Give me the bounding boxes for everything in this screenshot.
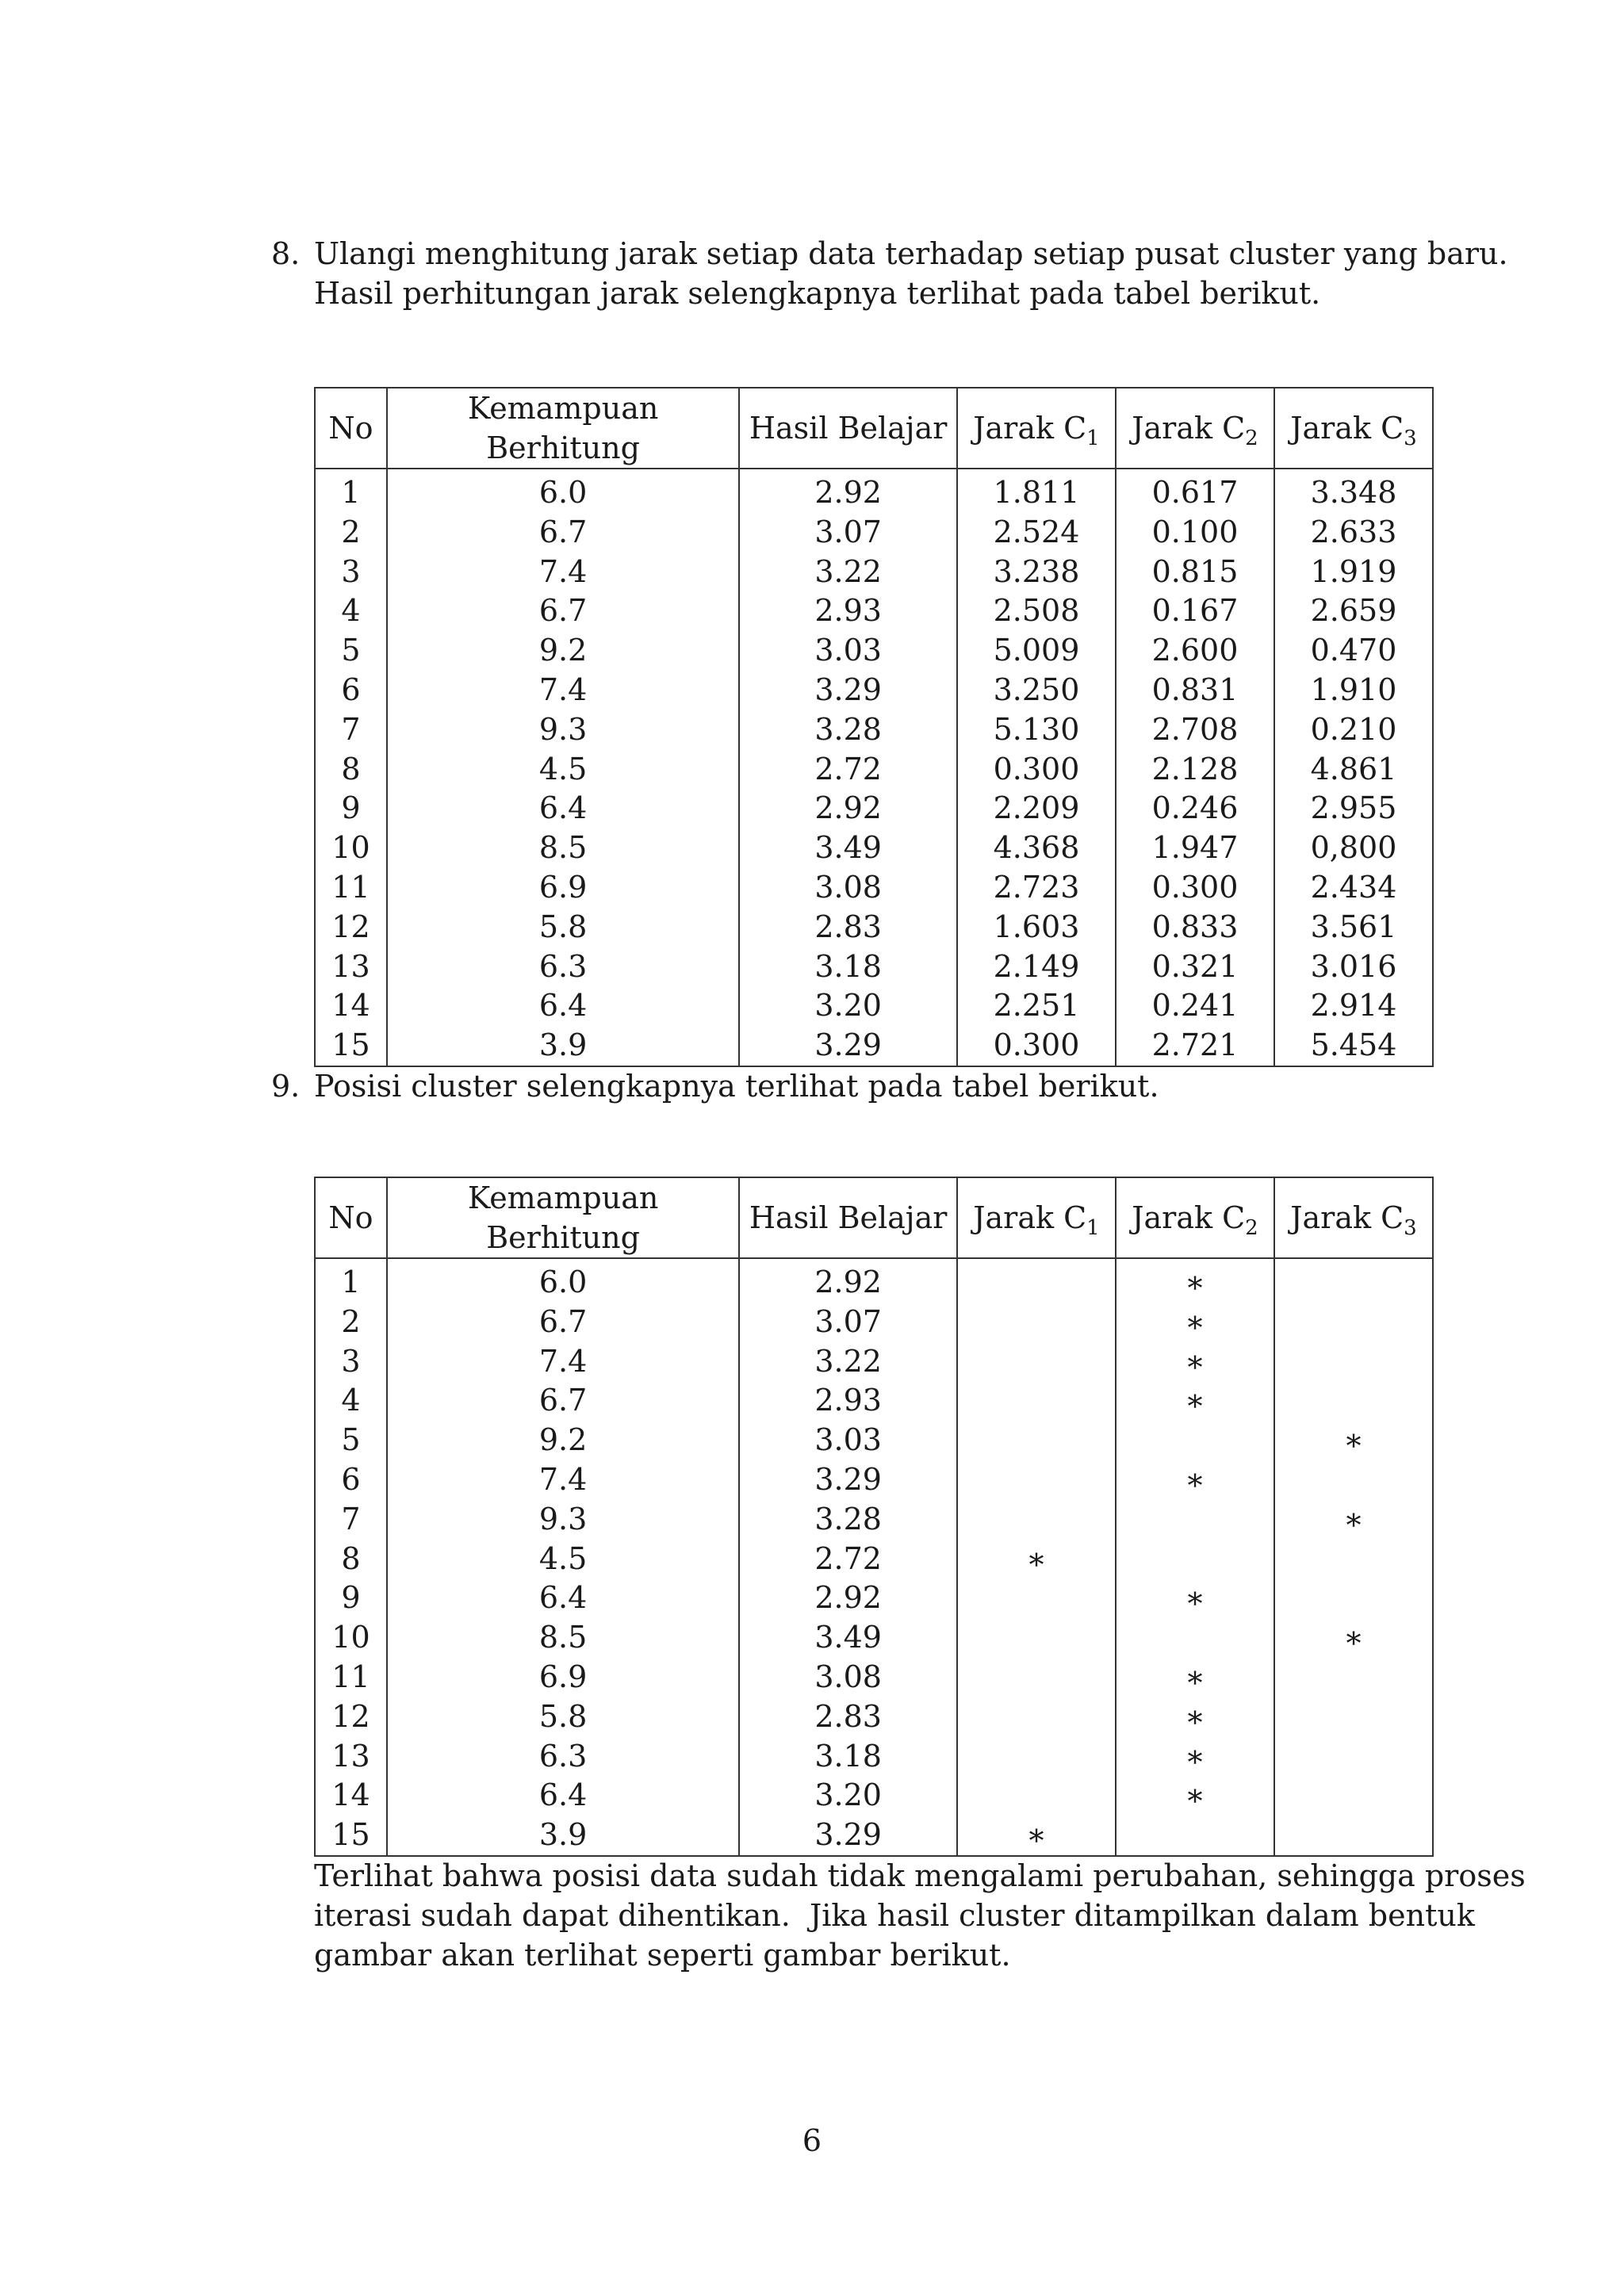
- cell-hasil-belajar: 3.49: [739, 828, 957, 868]
- header-hasil-belajar: Hasil Belajar: [739, 388, 957, 469]
- cell-jarak-c1: [957, 1578, 1116, 1618]
- cell-hasil-belajar: 3.22: [739, 553, 957, 592]
- cell-hasil-belajar: 2.83: [739, 1697, 957, 1737]
- cell-no: 12: [315, 1697, 387, 1737]
- table-row: [315, 473, 1433, 513]
- cell-jarak-c2: 0.100: [1116, 513, 1274, 553]
- cell-kemampuan-berhitung: 7.4: [387, 1342, 739, 1382]
- cell-jarak-c1: [957, 1658, 1116, 1697]
- cell-jarak-c2: ∗: [1116, 1578, 1274, 1618]
- table-row: [315, 1026, 1433, 1066]
- cell-jarak-c2: 0.815: [1116, 553, 1274, 592]
- cell-jarak-c1: 2.524: [957, 513, 1116, 553]
- cell-no: 2: [315, 513, 387, 553]
- cell-jarak-c3: [1274, 1460, 1433, 1500]
- cell-jarak-c3: [1274, 1737, 1433, 1777]
- cell-jarak-c3: ∗: [1274, 1421, 1433, 1460]
- cell-jarak-c3: 0.470: [1274, 631, 1433, 671]
- cell-jarak-c2: 2.128: [1116, 750, 1274, 790]
- cell-kemampuan-berhitung: 7.4: [387, 553, 739, 592]
- table-row: [315, 553, 1433, 592]
- cell-jarak-c2: 0.321: [1116, 947, 1274, 987]
- cell-kemampuan-berhitung: 6.4: [387, 986, 739, 1026]
- cell-jarak-c1: 1.603: [957, 908, 1116, 947]
- cell-jarak-c3: 3.016: [1274, 947, 1433, 987]
- table-row: [315, 710, 1433, 750]
- cell-no: 4: [315, 591, 387, 631]
- table-row: [315, 1816, 1433, 1856]
- cell-jarak-c2: 2.708: [1116, 710, 1274, 750]
- cell-hasil-belajar: 2.92: [739, 1578, 957, 1618]
- table-row: [315, 986, 1433, 1026]
- cell-jarak-c2: 2.600: [1116, 631, 1274, 671]
- table-body: [315, 1258, 1433, 1856]
- table-row: [315, 591, 1433, 631]
- cell-hasil-belajar: 2.92: [739, 473, 957, 513]
- cell-jarak-c1: 2.251: [957, 986, 1116, 1026]
- cell-hasil-belajar: 3.07: [739, 1303, 957, 1342]
- table-row: [315, 1460, 1433, 1500]
- cell-kemampuan-berhitung: 6.7: [387, 1381, 739, 1421]
- cell-hasil-belajar: 3.49: [739, 1618, 957, 1658]
- cell-jarak-c1: [957, 1342, 1116, 1382]
- cell-kemampuan-berhitung: 4.5: [387, 1540, 739, 1579]
- cell-jarak-c2: ∗: [1116, 1697, 1274, 1737]
- cell-jarak-c1: 2.209: [957, 789, 1116, 828]
- cell-hasil-belajar: 3.22: [739, 1342, 957, 1382]
- cell-no: 11: [315, 868, 387, 908]
- table-row: [315, 1618, 1433, 1658]
- cell-kemampuan-berhitung: 6.7: [387, 591, 739, 631]
- cell-jarak-c1: 0.300: [957, 1026, 1116, 1066]
- header-jarak-c1: Jarak $C_1$: [957, 388, 1116, 469]
- table-row: [315, 789, 1433, 828]
- cell-hasil-belajar: 3.28: [739, 1500, 957, 1540]
- header-jarak-c3: Jarak $C_3$: [1274, 388, 1433, 469]
- header-jarak-c2: Jarak $C_2$: [1116, 388, 1274, 469]
- cell-no: 7: [315, 1500, 387, 1540]
- cell-kemampuan-berhitung: 5.8: [387, 908, 739, 947]
- cell-kemampuan-berhitung: 6.3: [387, 947, 739, 987]
- cell-kemampuan-berhitung: 9.2: [387, 631, 739, 671]
- table-row: [315, 513, 1433, 553]
- cell-jarak-c2: [1116, 1421, 1274, 1460]
- table-row: [315, 1500, 1433, 1540]
- cell-jarak-c3: 1.910: [1274, 671, 1433, 710]
- cell-hasil-belajar: 3.20: [739, 1776, 957, 1816]
- cell-jarak-c2: ∗: [1116, 1737, 1274, 1777]
- cell-no: 3: [315, 553, 387, 592]
- cell-kemampuan-berhitung: 6.3: [387, 1737, 739, 1777]
- cell-kemampuan-berhitung: 6.9: [387, 868, 739, 908]
- cell-hasil-belajar: 3.03: [739, 631, 957, 671]
- conclusion-line-3: gambar akan terlihat seperti gambar berikut.: [314, 1938, 1011, 1973]
- cell-no: 12: [315, 908, 387, 947]
- cell-jarak-c1: 3.238: [957, 553, 1116, 592]
- cell-jarak-c2: ∗: [1116, 1776, 1274, 1816]
- table-row: [315, 1263, 1433, 1303]
- table-row: [315, 1303, 1433, 1342]
- cell-kemampuan-berhitung: 7.4: [387, 671, 739, 710]
- table-row: [315, 1421, 1433, 1460]
- cell-no: 9: [315, 1578, 387, 1618]
- cell-jarak-c1: [957, 1500, 1116, 1540]
- table-header-row: [315, 1177, 1433, 1258]
- cell-hasil-belajar: 3.18: [739, 1737, 957, 1777]
- cell-jarak-c3: 1.919: [1274, 553, 1433, 592]
- cell-hasil-belajar: 2.93: [739, 591, 957, 631]
- cell-kemampuan-berhitung: 6.4: [387, 789, 739, 828]
- cell-jarak-c3: [1274, 1776, 1433, 1816]
- table-row: [315, 1381, 1433, 1421]
- cell-jarak-c1: [957, 1618, 1116, 1658]
- cell-jarak-c1: 0.300: [957, 750, 1116, 790]
- cell-no: 8: [315, 750, 387, 790]
- cell-hasil-belajar: 2.83: [739, 908, 957, 947]
- cell-jarak-c3: 5.454: [1274, 1026, 1433, 1066]
- cell-kemampuan-berhitung: 8.5: [387, 828, 739, 868]
- cell-no: 2: [315, 1303, 387, 1342]
- cell-hasil-belajar: 2.92: [739, 789, 957, 828]
- table-row: [315, 828, 1433, 868]
- cell-kemampuan-berhitung: 7.4: [387, 1460, 739, 1500]
- cell-jarak-c3: ∗: [1274, 1500, 1433, 1540]
- cell-no: 11: [315, 1658, 387, 1697]
- cell-no: 13: [315, 947, 387, 987]
- cell-hasil-belajar: 3.29: [739, 671, 957, 710]
- cell-kemampuan-berhitung: 8.5: [387, 1618, 739, 1658]
- cell-no: 10: [315, 1618, 387, 1658]
- cell-kemampuan-berhitung: 6.4: [387, 1776, 739, 1816]
- cell-kemampuan-berhitung: 6.4: [387, 1578, 739, 1618]
- cell-hasil-belajar: 3.28: [739, 710, 957, 750]
- cell-jarak-c3: [1274, 1658, 1433, 1697]
- cell-jarak-c3: 3.561: [1274, 908, 1433, 947]
- cell-kemampuan-berhitung: 9.3: [387, 1500, 739, 1540]
- table-row: [315, 947, 1433, 987]
- cell-jarak-c1: [957, 1263, 1116, 1303]
- cell-jarak-c3: [1274, 1381, 1433, 1421]
- cell-jarak-c1: 1.811: [957, 473, 1116, 513]
- table-row: [315, 1578, 1433, 1618]
- cell-jarak-c2: [1116, 1500, 1274, 1540]
- cell-kemampuan-berhitung: 5.8: [387, 1697, 739, 1737]
- cell-jarak-c3: [1274, 1263, 1433, 1303]
- cell-jarak-c2: [1116, 1540, 1274, 1579]
- cell-jarak-c3: [1274, 1342, 1433, 1382]
- cell-jarak-c3: 4.861: [1274, 750, 1433, 790]
- cell-jarak-c2: [1116, 1618, 1274, 1658]
- table-row: [315, 1540, 1433, 1579]
- conclusion-line-2: iterasi sudah dapat dihentikan. Jika hasil cluster ditampilkan dalam bentuk: [314, 1898, 1475, 1933]
- table-row: [315, 1776, 1433, 1816]
- item-8-line-1: Ulangi menghitung jarak setiap data terhadap setiap pusat cluster yang baru.: [314, 236, 1508, 271]
- cell-hasil-belajar: 2.72: [739, 750, 957, 790]
- table-row: [315, 1658, 1433, 1697]
- item-8-number: 8.: [271, 236, 301, 271]
- cell-jarak-c2: [1116, 1816, 1274, 1856]
- cluster-position-table: [314, 1177, 1434, 1857]
- cell-jarak-c2: 0.246: [1116, 789, 1274, 828]
- cell-kemampuan-berhitung: 9.3: [387, 710, 739, 750]
- cell-jarak-c2: ∗: [1116, 1658, 1274, 1697]
- cell-jarak-c1: [957, 1381, 1116, 1421]
- cell-kemampuan-berhitung: 3.9: [387, 1816, 739, 1856]
- cell-no: 4: [315, 1381, 387, 1421]
- header-jarak-c3: Jarak $C_3$: [1274, 1177, 1433, 1258]
- table-row: [315, 671, 1433, 710]
- cell-hasil-belajar: 3.18: [739, 947, 957, 987]
- table-row: [315, 908, 1433, 947]
- cell-hasil-belajar: 3.08: [739, 1658, 957, 1697]
- cell-no: 15: [315, 1816, 387, 1856]
- cell-no: 1: [315, 1263, 387, 1303]
- cell-hasil-belajar: 3.07: [739, 513, 957, 553]
- cell-jarak-c3: 0.210: [1274, 710, 1433, 750]
- cell-no: 3: [315, 1342, 387, 1382]
- cell-kemampuan-berhitung: 4.5: [387, 750, 739, 790]
- cell-jarak-c1: ∗: [957, 1816, 1116, 1856]
- cell-jarak-c2: 0.831: [1116, 671, 1274, 710]
- cell-jarak-c1: 2.508: [957, 591, 1116, 631]
- cell-jarak-c1: [957, 1697, 1116, 1737]
- cell-jarak-c2: 0.167: [1116, 591, 1274, 631]
- cell-jarak-c2: ∗: [1116, 1381, 1274, 1421]
- cell-jarak-c3: [1274, 1578, 1433, 1618]
- cell-hasil-belajar: 3.20: [739, 986, 957, 1026]
- cell-kemampuan-berhitung: 9.2: [387, 1421, 739, 1460]
- cell-jarak-c1: 4.368: [957, 828, 1116, 868]
- cell-hasil-belajar: 2.72: [739, 1540, 957, 1579]
- item-9-line-1: Posisi cluster selengkapnya terlihat pada tabel berikut.: [314, 1069, 1159, 1104]
- table-row: [315, 868, 1433, 908]
- cell-kemampuan-berhitung: 6.7: [387, 1303, 739, 1342]
- cell-jarak-c3: 2.434: [1274, 868, 1433, 908]
- cell-jarak-c2: ∗: [1116, 1342, 1274, 1382]
- table-body: [315, 469, 1433, 1066]
- header-hasil-belajar: Hasil Belajar: [739, 1177, 957, 1258]
- header-jarak-c2: Jarak $C_2$: [1116, 1177, 1274, 1258]
- cell-jarak-c3: 2.914: [1274, 986, 1433, 1026]
- cell-jarak-c1: 5.130: [957, 710, 1116, 750]
- cell-jarak-c3: [1274, 1540, 1433, 1579]
- cell-jarak-c2: 0.241: [1116, 986, 1274, 1026]
- cell-jarak-c2: 2.721: [1116, 1026, 1274, 1066]
- cell-jarak-c3: 2.659: [1274, 591, 1433, 631]
- cell-no: 13: [315, 1737, 387, 1777]
- cell-hasil-belajar: 2.93: [739, 1381, 957, 1421]
- cell-hasil-belajar: 3.29: [739, 1816, 957, 1856]
- cell-no: 5: [315, 631, 387, 671]
- cell-no: 14: [315, 986, 387, 1026]
- header-kemampuan-berhitung: Kemampuan Berhitung: [387, 1177, 739, 1258]
- cell-hasil-belajar: 3.03: [739, 1421, 957, 1460]
- cell-jarak-c1: [957, 1737, 1116, 1777]
- cell-no: 15: [315, 1026, 387, 1066]
- cell-jarak-c3: 2.955: [1274, 789, 1433, 828]
- cell-jarak-c2: 0.300: [1116, 868, 1274, 908]
- cell-jarak-c2: ∗: [1116, 1460, 1274, 1500]
- cell-jarak-c2: 1.947: [1116, 828, 1274, 868]
- cell-hasil-belajar: 3.29: [739, 1460, 957, 1500]
- cell-jarak-c1: [957, 1460, 1116, 1500]
- distance-table: [314, 387, 1434, 1067]
- cell-no: 8: [315, 1540, 387, 1579]
- cell-no: 6: [315, 671, 387, 710]
- cell-kemampuan-berhitung: 6.0: [387, 473, 739, 513]
- cell-jarak-c1: [957, 1776, 1116, 1816]
- cell-hasil-belajar: 3.08: [739, 868, 957, 908]
- cell-jarak-c1: [957, 1303, 1116, 1342]
- cell-hasil-belajar: 2.92: [739, 1263, 957, 1303]
- cell-hasil-belajar: 3.29: [739, 1026, 957, 1066]
- table-row: [315, 631, 1433, 671]
- cell-jarak-c1: 2.723: [957, 868, 1116, 908]
- cell-jarak-c3: 2.633: [1274, 513, 1433, 553]
- conclusion-line-1: Terlihat bahwa posisi data sudah tidak mengalami perubahan, sehingga proses: [314, 1858, 1526, 1893]
- cell-jarak-c2: 0.617: [1116, 473, 1274, 513]
- cell-jarak-c2: 0.833: [1116, 908, 1274, 947]
- cell-kemampuan-berhitung: 6.0: [387, 1263, 739, 1303]
- header-kemampuan-berhitung: Kemampuan Berhitung: [387, 388, 739, 469]
- cell-jarak-c1: 2.149: [957, 947, 1116, 987]
- cell-no: 9: [315, 789, 387, 828]
- table-row: [315, 1342, 1433, 1382]
- cell-jarak-c3: 3.348: [1274, 473, 1433, 513]
- cell-jarak-c3: [1274, 1697, 1433, 1737]
- cell-jarak-c3: ∗: [1274, 1618, 1433, 1658]
- item-9-number: 9.: [271, 1069, 301, 1104]
- cell-jarak-c3: [1274, 1303, 1433, 1342]
- cell-jarak-c2: ∗: [1116, 1263, 1274, 1303]
- table-row: [315, 1737, 1433, 1777]
- header-jarak-c1: Jarak $C_1$: [957, 1177, 1116, 1258]
- cell-no: 14: [315, 1776, 387, 1816]
- cell-jarak-c1: 5.009: [957, 631, 1116, 671]
- cell-jarak-c2: ∗: [1116, 1303, 1274, 1342]
- item-8-line-2: Hasil perhitungan jarak selengkapnya terlihat pada tabel berikut.: [314, 276, 1321, 311]
- cell-no: 5: [315, 1421, 387, 1460]
- cell-kemampuan-berhitung: 6.7: [387, 513, 739, 553]
- cell-jarak-c1: 3.250: [957, 671, 1116, 710]
- cell-no: 6: [315, 1460, 387, 1500]
- cell-jarak-c1: ∗: [957, 1540, 1116, 1579]
- cell-no: 7: [315, 710, 387, 750]
- cell-jarak-c1: [957, 1421, 1116, 1460]
- cell-jarak-c3: [1274, 1816, 1433, 1856]
- cell-kemampuan-berhitung: 6.9: [387, 1658, 739, 1697]
- table-header-row: [315, 388, 1433, 469]
- page-number: 6: [802, 2123, 822, 2158]
- cell-jarak-c3: 0,800: [1274, 828, 1433, 868]
- header-no: No: [315, 1177, 387, 1258]
- header-no: No: [315, 388, 387, 469]
- cell-no: 1: [315, 473, 387, 513]
- table-row: [315, 750, 1433, 790]
- cell-no: 10: [315, 828, 387, 868]
- table-row: [315, 1697, 1433, 1737]
- cell-kemampuan-berhitung: 3.9: [387, 1026, 739, 1066]
